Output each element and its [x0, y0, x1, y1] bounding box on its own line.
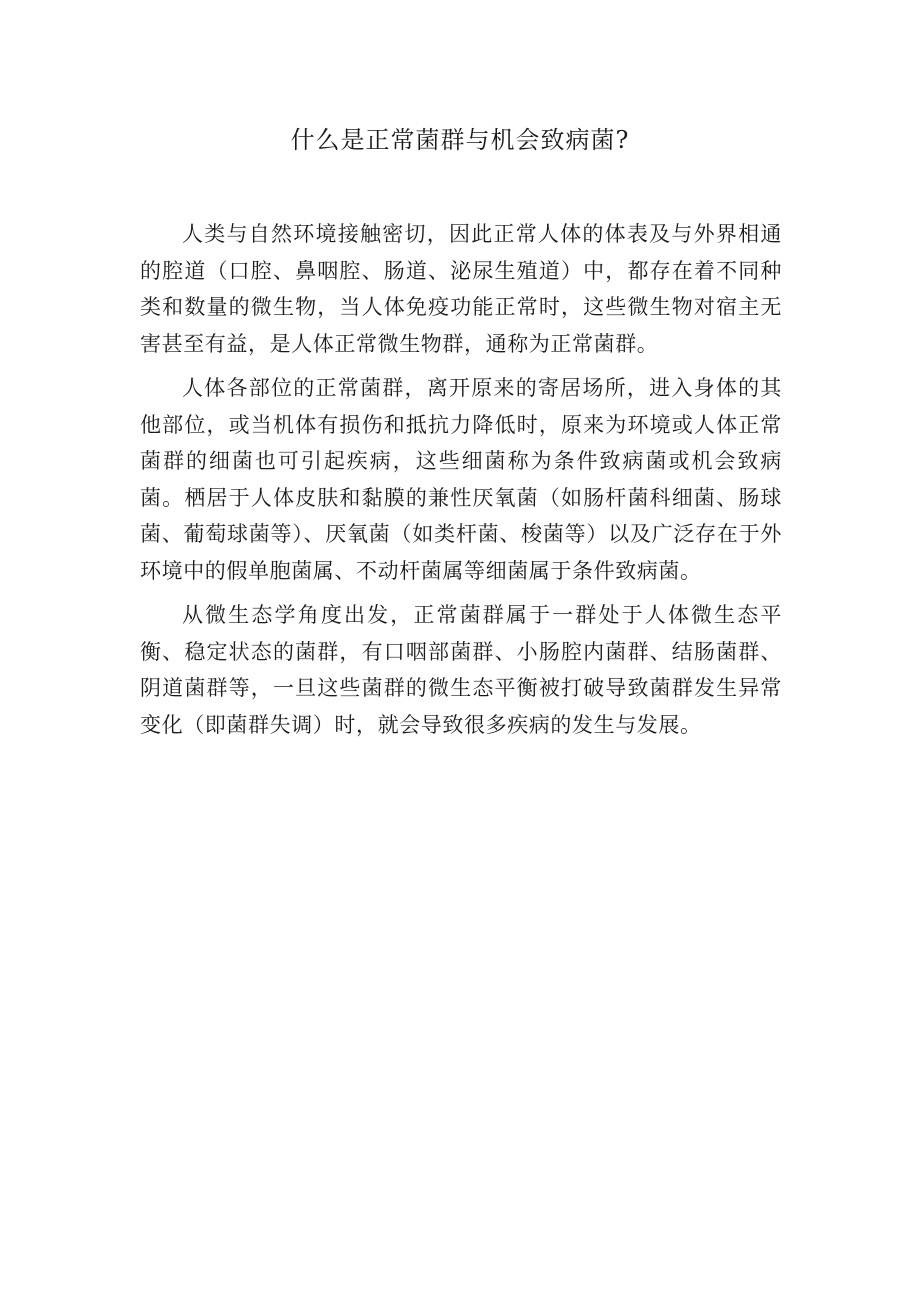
paragraph-microecology: 从微生态学角度出发，正常菌群属于一群处于人体微生态平衡、稳定状态的菌群，有口咽部菌群、小肠腔内菌群、结肠菌群、阴道菌群等，一旦这些菌群的微生态平衡被打破导致菌群发生异常变化（即菌群失调）时，就会导致很多疾病的发生与发展。 — [140, 603, 782, 737]
document-body — [140, 216, 782, 751]
document-title: 什么是正常菌群与机会致病菌? — [290, 126, 630, 154]
paragraph-normal-flora: 人类与自然环境接触密切，因此正常人体的体表及与外界相通的腔道（口腔、鼻咽腔、肠道、泌尿生殖道）中，都存在着不同种类和数量的微生物，当人体免疫功能正常时，这些微生物对宿主无害甚至有益，是人体正常微生物群，通称为正常菌群。 — [140, 222, 782, 356]
paragraph-opportunistic-pathogens: 人体各部位的正常菌群，离开原来的寄居场所，进入身体的其他部位，或当机体有损伤和抵抗力降低时，原来为环境或人体正常菌群的细菌也可引起疾病，这些细菌称为条件致病菌或机会致病菌。栖居于人体皮肤和黏膜的兼性厌氧菌（如肠杆菌科细菌、肠球菌、葡萄球菌等）、厌氧菌（如类杆菌、梭菌等）以及广泛存在于外环境中的假单胞菌属、不动杆菌属等细菌属于条件致病菌。 — [140, 376, 782, 583]
